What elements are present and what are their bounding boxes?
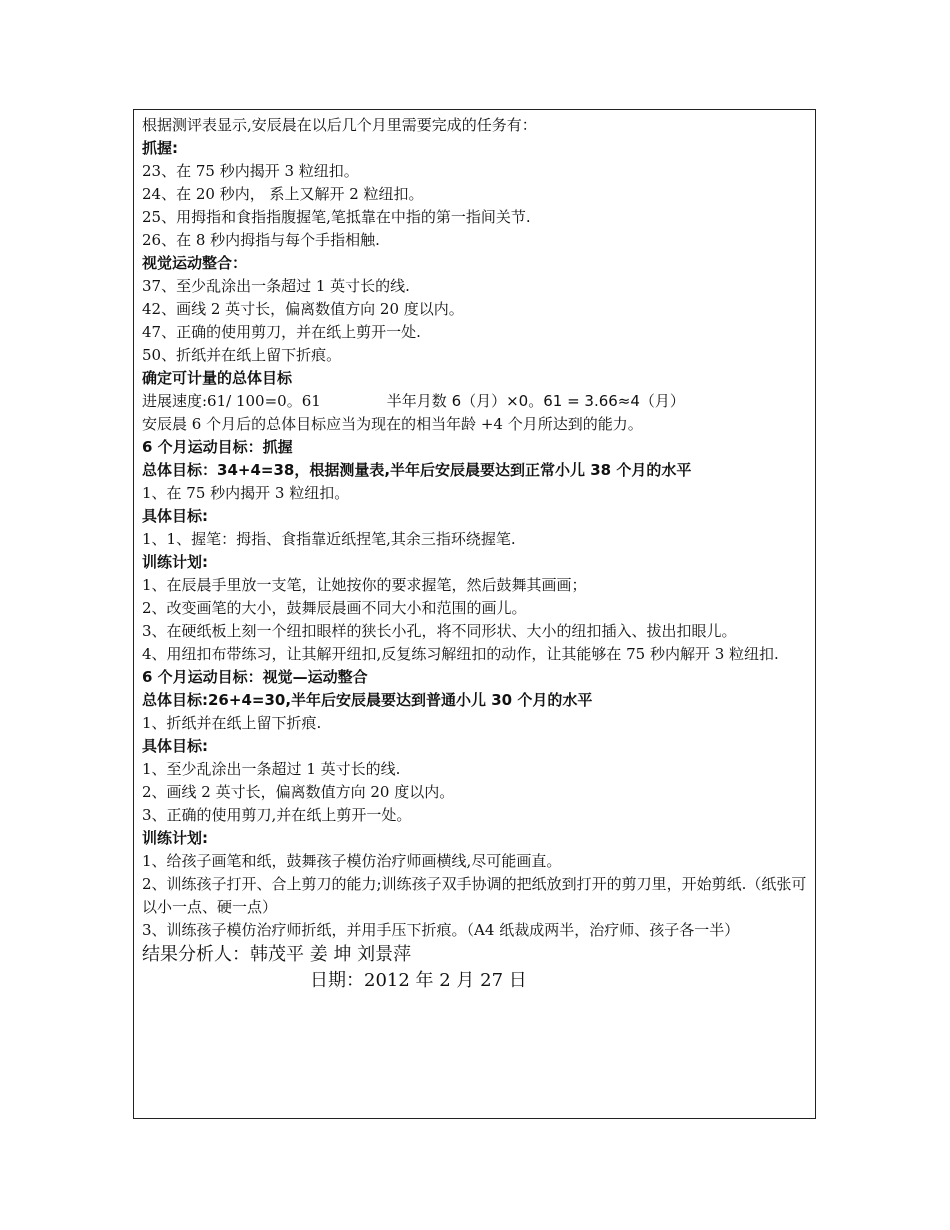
section2-specific-item: 2、画线 2 英寸长，偏离数值方向 20 度以内。 (142, 783, 455, 801)
section2-specific-item: 1、至少乱涂出一条超过 1 英寸长的线. (142, 760, 401, 778)
visual-item: 47、正确的使用剪刀，并在纸上剪开一处. (142, 323, 421, 341)
visual-item: 50、折纸并在纸上留下折痕。 (142, 346, 342, 364)
date: 日期：2012 年 2 月 27 日 (310, 970, 527, 991)
visual-item: 42、画线 2 英寸长，偏离数值方向 20 度以内。 (142, 300, 464, 318)
section2-plan-item: 2、训练孩子打开、合上剪刀的能力;训练孩子双手协调的把纸放到打开的剪刀里，开始剪纸.（纸张可以小一点、硬一点） (142, 875, 807, 916)
section2-plan-item: 1、给孩子画笔和纸，鼓舞孩子模仿治疗师画横线,尽可能画直。 (142, 852, 562, 870)
section2-plan-heading: 训练计划: (142, 829, 208, 847)
section2-specific-item: 3、正确的使用剪刀,并在纸上剪开一处。 (142, 806, 412, 824)
section1-overall: 总体目标：34+4=38，根据测量表,半年后安辰晨要达到正常小儿 38 个月的水平 (142, 461, 692, 479)
visual-item: 37、至少乱涂出一条超过 1 英寸长的线. (142, 277, 410, 295)
grasp-item: 24、在 20 秒内， 系上又解开 2 粒纽扣。 (142, 185, 424, 203)
section1-plan-item: 1、在辰晨手里放一支笔，让她按你的要求握笔，然后鼓舞其画画； (142, 576, 587, 594)
section2-plan-item: 3、训练孩子模仿治疗师折纸，并用手压下折痕。（A4 纸裁成两半，治疗师、孩子各一半） (142, 921, 740, 939)
section1-specific-item: 1、1、握笔：拇指、食指靠近纸捏笔,其余三指环绕握笔. (142, 530, 516, 548)
section1-specific-heading: 具体目标: (142, 507, 208, 525)
intro-text: 根据测评表显示,安辰晨在以后几个月里需要完成的任务有： (142, 116, 537, 134)
section1-plan-item: 2、改变画笔的大小，鼓舞辰晨画不同大小和范围的画儿。 (142, 599, 527, 617)
grasp-item: 25、用拇指和食指指腹握笔,笔抵靠在中指的第一指间关节. (142, 208, 531, 226)
section1-plan-item: 4、用纽扣布带练习，让其解开纽扣,反复练习解纽扣的动作，让其能够在 75 秒内解开 3 粒纽扣. (142, 645, 779, 663)
section2-overall-item: 1、折纸并在纸上留下折痕. (142, 714, 322, 732)
section1-overall-item: 1、在 75 秒内揭开 3 粒纽扣。 (142, 484, 350, 502)
section2-specific-heading: 具体目标: (142, 737, 208, 755)
progress-note: 安辰晨 6 个月后的总体目标应当为现在的相当年龄 +4 个月所达到的能力。 (142, 415, 643, 433)
progress-rate: 进展速度:61/ 100=0。61 (142, 392, 321, 410)
section1-heading: 6 个月运动目标：抓握 (142, 438, 293, 456)
grasp-item: 26、在 8 秒内拇指与每个手指相触. (142, 231, 380, 249)
document-frame (133, 109, 816, 1119)
section1-plan-heading: 训练计划: (142, 553, 208, 571)
grasp-heading: 抓握: (142, 139, 178, 157)
section2-heading: 6 个月运动目标：视觉—运动整合 (142, 668, 368, 686)
section2-overall: 总体目标:26+4=30,半年后安辰晨要达到普通小儿 30 个月的水平 (142, 691, 593, 709)
visual-heading: 视觉运动整合： (142, 254, 248, 272)
progress-calc: 半年月数 6（月）×0。61 = 3.66≈4（月） (386, 392, 685, 410)
signature: 结果分析人：韩茂平 姜 坤 刘景萍 (142, 944, 412, 965)
progress-line (142, 390, 807, 413)
grasp-item: 23、在 75 秒内揭开 3 粒纽扣。 (142, 162, 359, 180)
section1-plan-item: 3、在硬纸板上刻一个纽扣眼样的狭长小孔，将不同形状、大小的纽扣插入、拔出扣眼儿。 (142, 622, 737, 640)
goal-heading: 确定可计量的总体目标 (142, 369, 293, 387)
